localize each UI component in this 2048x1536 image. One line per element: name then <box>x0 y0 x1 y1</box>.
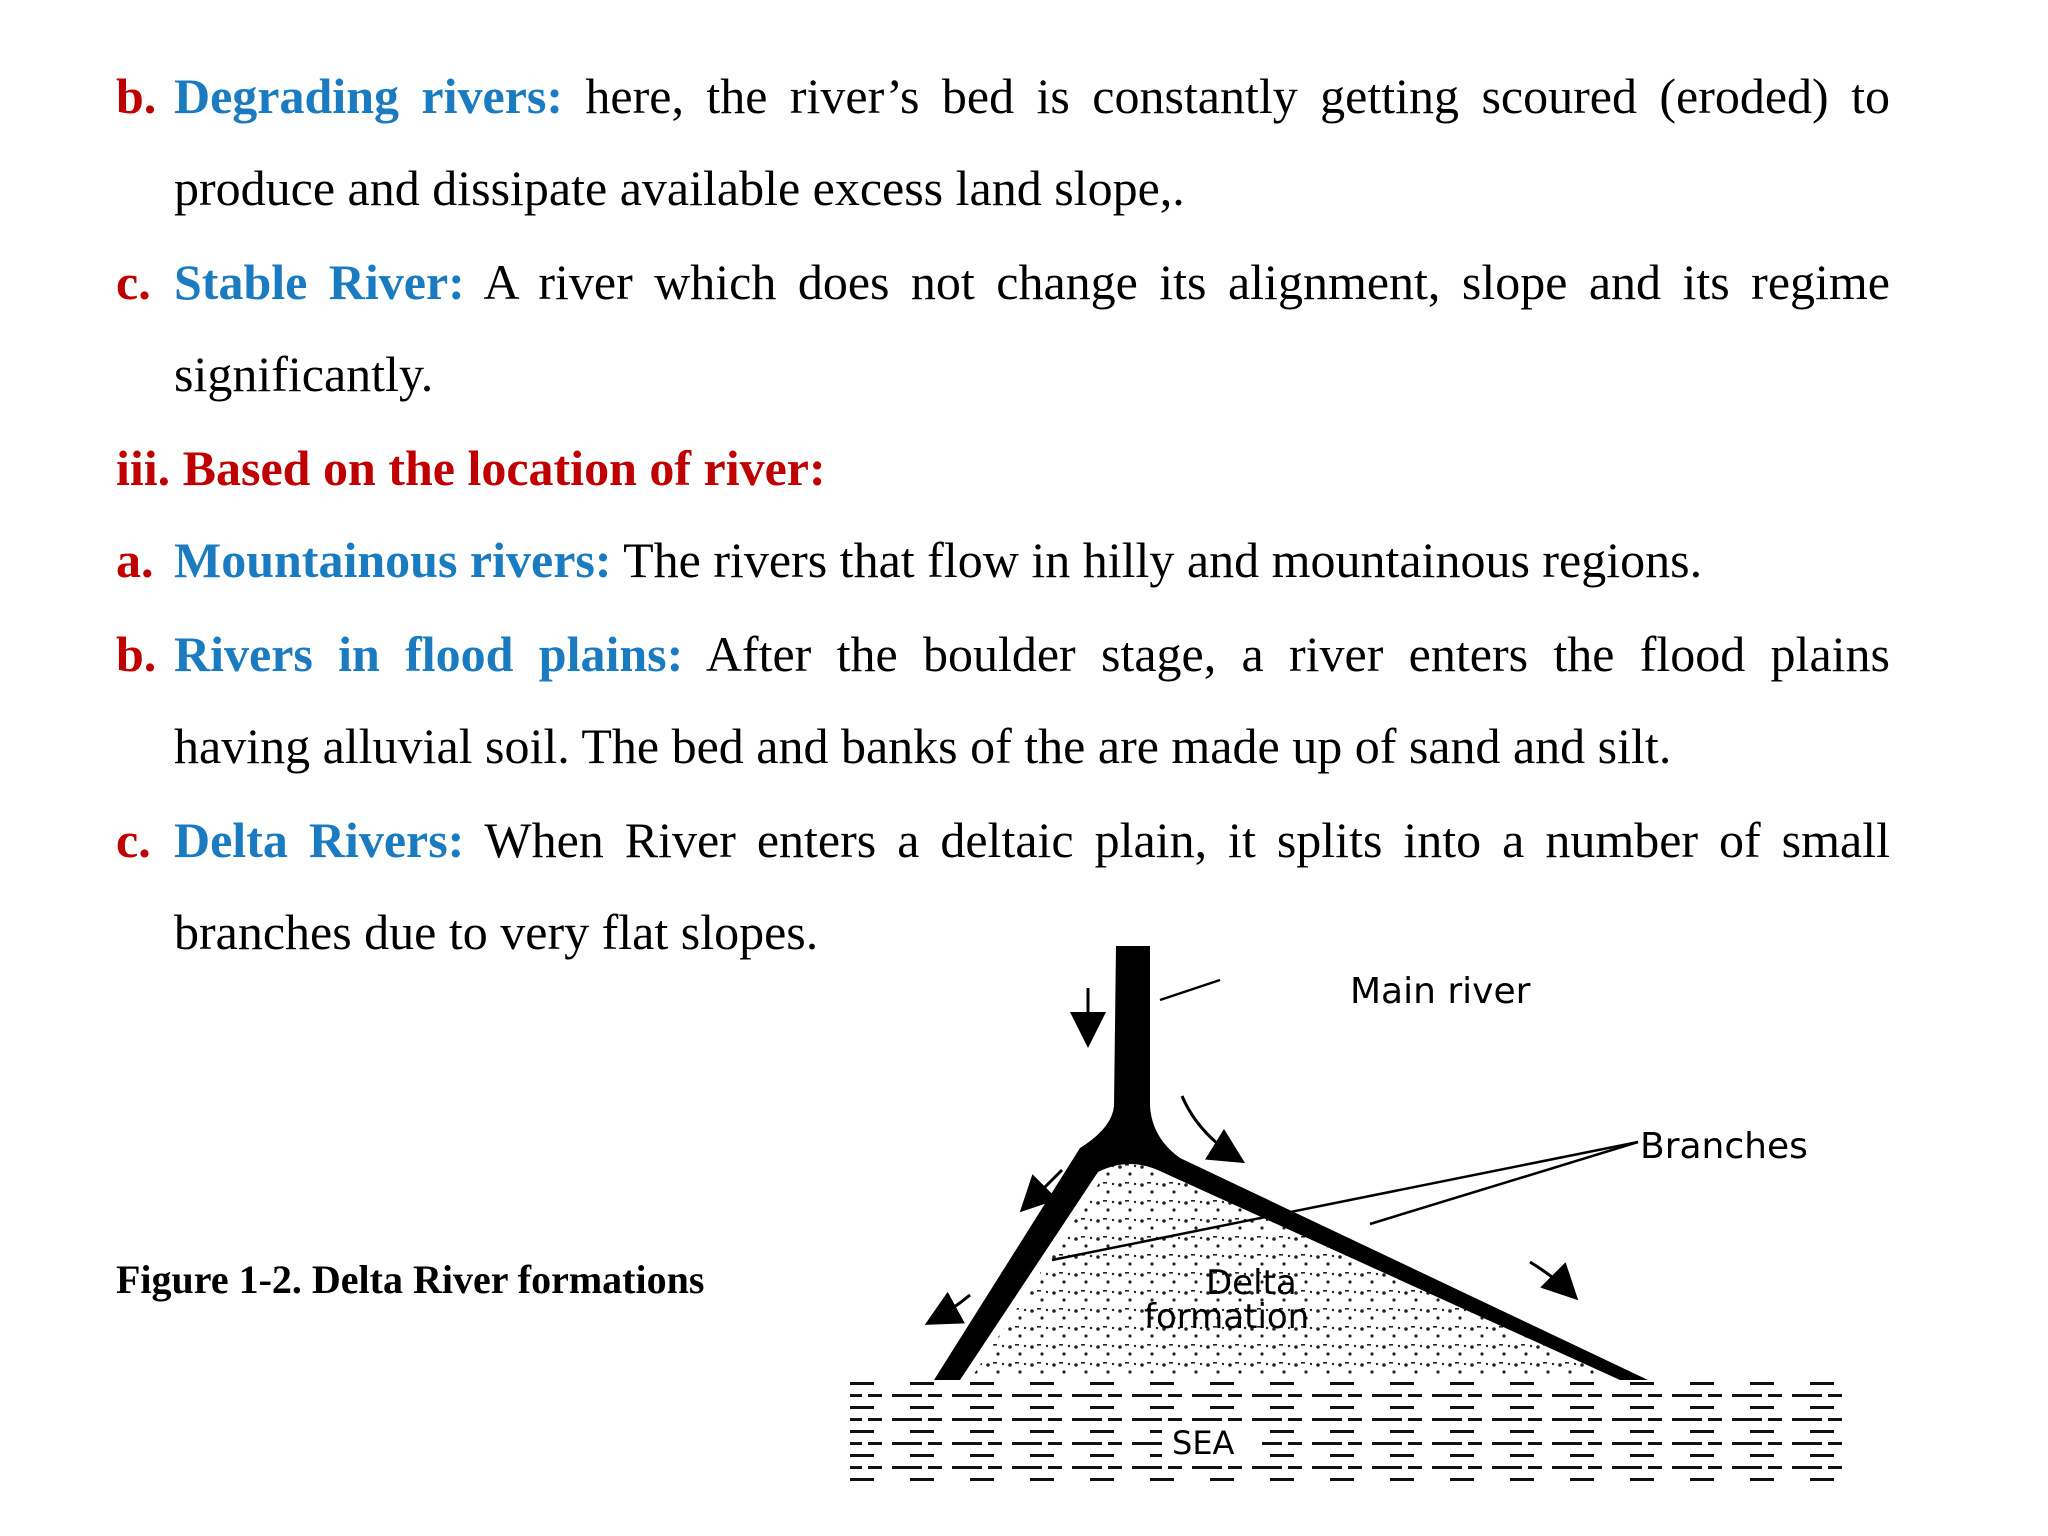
item-term: Degrading rivers: <box>174 68 563 124</box>
branches-label: Branches <box>1640 1126 1808 1167</box>
item-text: The rivers that flow in hilly and mountainous regions. <box>623 532 1703 588</box>
item-marker: b. <box>116 626 157 682</box>
item-text: After the boulder stage, a river enters the flood plains <box>705 626 1890 682</box>
delta-label-line1: Delta <box>1206 1263 1297 1303</box>
item-line-2: having alluvial soil. The bed and banks of the are made up of sand and silt. <box>174 718 1672 774</box>
sea-region <box>850 1380 1850 1490</box>
item-line-1 <box>174 810 1890 870</box>
item-line-1 <box>174 530 1702 590</box>
item-marker: a. <box>116 532 154 588</box>
item-line-1 <box>174 66 1890 126</box>
item-term: Rivers in flood plains: <box>174 626 684 682</box>
item-marker: b. <box>116 68 157 124</box>
sea-label: SEA <box>1172 1424 1235 1462</box>
item-marker: c. <box>116 812 151 868</box>
item-text: here, the river’s bed is constantly getting scoured (eroded) to <box>585 68 1891 124</box>
item-line-1 <box>174 624 1890 684</box>
item-line-2: significantly. <box>174 346 434 402</box>
item-text: When River enters a deltaic plain, it splits into a number of small <box>484 812 1890 868</box>
delta-label-line2: formation <box>1144 1297 1310 1337</box>
item-term: Mountainous rivers: <box>174 532 612 588</box>
item-term: Stable River: <box>174 254 465 310</box>
item-line-1 <box>174 252 1890 312</box>
section-heading: iii. Based on the location of river: <box>116 440 826 496</box>
item-marker: c. <box>116 254 151 310</box>
item-term: Delta Rivers: <box>174 812 465 868</box>
figure-caption: Figure 1-2. Delta River formations <box>116 1257 705 1302</box>
main-river-label: Main river <box>1350 971 1531 1012</box>
item-line-2: produce and dissipate available excess land slope,. <box>174 160 1185 216</box>
item-text: A river which does not change its alignment, slope and its regime <box>483 254 1890 310</box>
item-line-2: branches due to very flat slopes. <box>174 904 819 960</box>
delta-river-diagram <box>830 910 1950 1510</box>
